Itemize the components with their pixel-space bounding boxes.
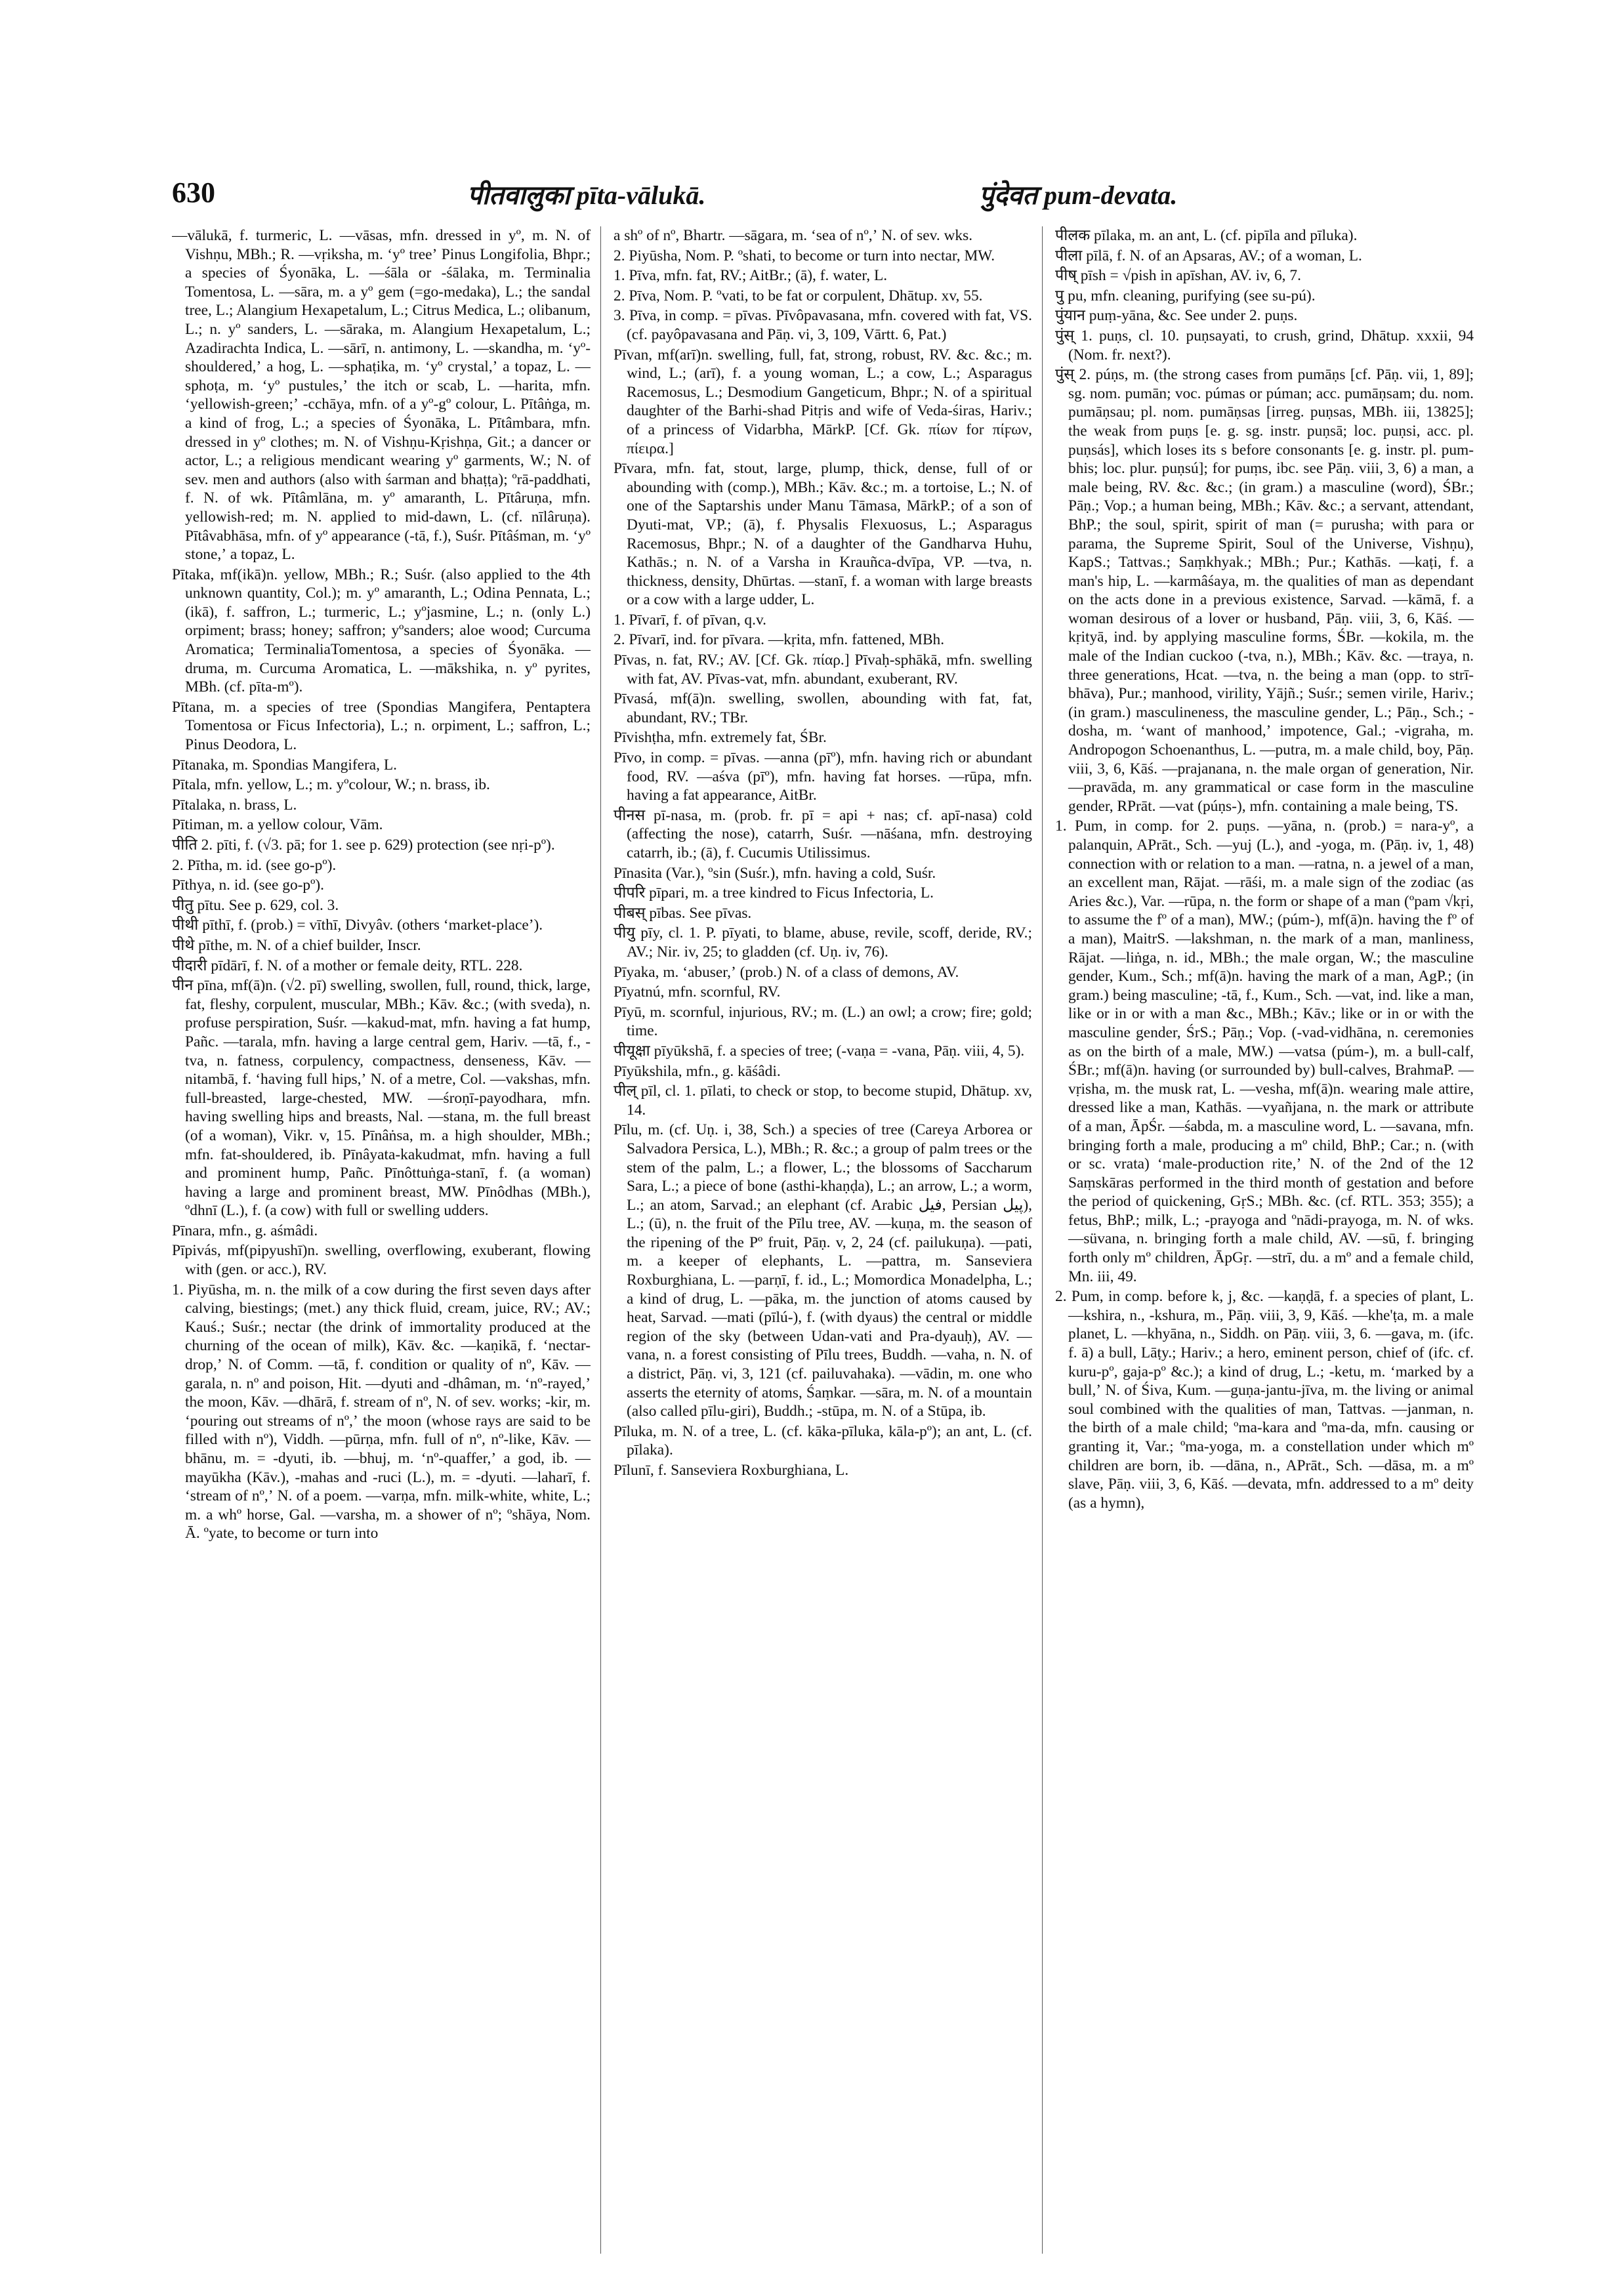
page-number: 630 <box>172 176 215 209</box>
dictionary-entry: 2. Pītha, m. id. (see go-pº). <box>172 856 337 874</box>
column-2 <box>614 226 1032 2254</box>
dictionary-entry: Pītiman, m. a yellow colour, Vām. <box>172 816 383 834</box>
dictionary-entry: Pīnasita (Var.), ºsin (Suśr.), mfn. having a cold, Suśr. <box>614 864 936 882</box>
dictionary-entry: पीति 2. pīti, f. (√3. pā; for 1. see p. 629) protection (see nṛi-pº). <box>172 837 555 854</box>
dictionary-entry: पीयूक्षा pīyūkshā, f. a species of tree; (-vaṇa = -vana, Pāṇ. viii, 4, 5). <box>614 1042 1025 1060</box>
dictionary-entry: Pītanaka, m. Spondias Mangifera, L. <box>172 756 397 774</box>
dictionary-entry: पीन pīna, mf(ā)n. (√2. pī) swelling, swollen, full, round, thick, large, fat, fleshy, corpulent, muscular, MBh.; Kāv. &c.; (with sveda), n. profuse perspiration, Suśr. —kakud-mat, mfn. having a fat hump, Pañc. —tarala, mfn. having a large central gem, Hariv. —tā, f., -tva, n. fatness, corpulency, compactness, denseness, Kāv. —nitambā, f. ʻhaving full hips,ʼ N. of a metre, Col. —vakshas, mfn. full-breasted, large-chested, MW. —śroṇī-payodhara, mfn. having swelling hips and breasts, Nal. —stana, m. the full breast (of a woman), Vikr. v, 15. Pīnâṅsa, m. a high shoulder, MBh.; mfn. fat-shouldered, ib. Pīnâyata-kakudmat, mfn. having a full and prominent hump, Pañc. Pīnôttuṅga-stanī, f. (a woman) having a large and prominent breast, MW. Pīnôdhas (MBh.), ºdhnī (L.), f. (a cow) with full or swelling udders. <box>172 977 591 1220</box>
dictionary-entry: 2. Piyūsha, Nom. P. ºshati, to become or turn into nectar, MW. <box>614 247 995 264</box>
dictionary-entry: पीष् pīsh = √pish in apīshan, AV. iv, 6, 7. <box>1055 267 1301 285</box>
dictionary-entry: 2. Pīva, Nom. P. ºvati, to be fat or corpulent, Dhātup. xv, 55. <box>614 287 983 304</box>
dictionary-entry: पीथे pīthe, m. N. of a chief builder, Inscr. <box>172 936 421 954</box>
dictionary-entry: पीथी pīthī, f. (prob.) = vīthī, Divyâv. (others ʻmarket-placeʼ). <box>172 917 543 934</box>
dictionary-entry: Pīyū, m. scornful, injurious, RV.; m. (L.) an owl; a crow; fire; gold; time. <box>614 1003 1032 1040</box>
dictionary-entry: Pīyatnú, mfn. scornful, RV. <box>614 983 781 1001</box>
dictionary-entry: 1. Pīvarī, f. of pīvan, q.v. <box>614 611 767 629</box>
dictionary-entry: पीलक pīlaka, m. an ant, L. (cf. pipīla and pīluka). <box>1055 227 1358 244</box>
dictionary-entry: पील् pīl, cl. 1. pīlati, to check or stop, to become stupid, Dhātup. xv, 14. <box>614 1083 1032 1119</box>
column-divider <box>600 226 601 2254</box>
dictionary-entry: 1. Pīva, mfn. fat, RV.; AitBr.; (ā), f. water, L. <box>614 267 888 285</box>
dictionary-entry: Pīvo, in comp. = pīvas. —anna (pīº), mfn. having rich or abundant food, RV. —aśva (pīº), mfn. having fat horses. —rūpa, mfn. having a fat appearance, AitBr. <box>614 749 1032 804</box>
dictionary-entry: पीयु pīy, cl. 1. P. pīyati, to blame, abuse, revile, scoff, deride, RV.; AV.; Nir. iv, 25; to gladden (cf. Uṇ. iv, 76). <box>614 924 1032 961</box>
dictionary-entry: पुंस् 1. puṇs, cl. 10. puṇsayati, to crush, grind, Dhātup. xxxii, 94 (Nom. fr. next?). <box>1055 327 1474 363</box>
right-running-head: पुंदेवत pum-devata. <box>979 180 1178 210</box>
column-3 <box>1055 226 1474 2254</box>
dictionary-entry: Pīlu, m. (cf. Uṇ. i, 38, Sch.) a species of tree (Careya Arborea or Salvadora Persica, L.), MBh.; R. &c.; a group of palm trees or the stem of the palm, L.; a flower, L.; the blossoms of Saccharum Sara, L.; a piece of bone (asthi-khaṇḍa), L.; an arrow, L.; a worm, L.; an atom, Sarvad.; an elephant (cf. Arabic فيل, Persian پيل), L.; (ū), n. the fruit of the Pīlu tree, AV. —kuṇa, m. the season of the ripening of the Pº fruit, Pāṇ. v, 2, 24 (cf. pailukuṇa). —pati, m. a keeper of elephants, L. —pattra, m. Sanseviera Roxburghiana, L. —parṇī, f. id., L.; Momordica Monadelpha, L.; a kind of drug, L. —pāka, m. the junction of atoms caused by heat, Sarvad. —mati (pīlú-), f. (with dyaus) the central or middle region of the sky (between Udan-vati and Pra-dyauḥ), AV. —vana, n. a forest consisting of Pīlu trees, Buddh. —vaha, n. N. of a district, Pāṇ. vi, 3, 121 (cf. pailuvahaka). —vādin, m. one who asserts the eternity of atoms, Śaṃkar. —sāra, m. N. of a mountain (also called pīlu-giri), Buddh.; -stūpa, m. N. of a Stūpa, ib. <box>614 1121 1032 1420</box>
dictionary-entry: Pīthya, n. id. (see go-pº). <box>172 877 325 894</box>
dictionary-entry: पुंयान puṃ-yāna, &c. See under 2. puṇs. <box>1055 307 1298 325</box>
left-running-head: पीतवालुका pīta-vālukā. <box>467 180 706 210</box>
dictionary-entry: —vālukā, f. turmeric, L. —vāsas, mfn. dressed in yº, m. N. of Vishṇu, MBh.; R. —vṛiksha, m. ʻyº treeʼ Pinus Longifolia, Bhpr.; a species of Śyonāka, L. —śāla or -śālaka, m. Terminalia Tomentosa, L. —sāra, m. a yº gem (=go-medaka), L.; the sandal tree, L.; Alangium Hexapetalum, L.; Citrus Medica, L.; olibanum, L.; n. yº sanders, L. —sāraka, m. Alangium Hexapetalum, L.; Azadirachta Indica, L. —sārī, n. antimony, L. —skandha, m. ʻyº-shouldered,ʼ a hog, L. —sphaṭika, m. ʻyº crystal,ʼ a topaz, L. —sphoṭa, m. ʻyº pustules,ʼ the itch or scab, L. —harita, mfn. ʻyellowish-green;ʼ -cchāya, mfn. of a yº-gº colour, L. Pītâṅga, m. a kind of frog, L.; a species of Śyonāka, L. Pītâmbara, mfn. dressed in yº clothes; m. N. of Vishṇu-Kṛishṇa, Git.; a dancer or actor, L.; a religious mendicant wearing yº garments, W.; N. of sev. men and authors (also with śarman and bhaṭṭa); ºrā-paddhati, f. N. of wk. Pītâmlāna, m. yº amaranth, L. Pītâruṇa, mfn. yellowish-red; m. N. applied to mid-dawn, L. (cf. nīlâruṇa). Pītâvabhāsa, mfn. of yº appearance (-tā, f.), Suśr. Pītâśman, m. ʻyº stone,ʼ a topaz, L. <box>172 227 591 564</box>
dictionary-entry: पुंस् 2. púṇs, m. (the strong cases from pumāṇs [cf. Pāṇ. vii, 1, 89]; sg. nom. pumān; voc. púmas or púman; acc. pumāṇsam; du. nom. pumāṇsau; pl. nom. pumāṇsas [irreg. puṇsas, MBh. iii, 13825]; the weak from puṇs [e. g. sg. instr. puṇsā; loc. puṇsi, acc. pl. puṇsás], which loses its s before consonants [e. g. instr. pl. pum-bhis; loc. plur. puṇsú]; for puṃs, ibc. see Pāṇ. viii, 3, 6) a man, a male being, RV. &c. &c.; (in gram.) a masculine (word), ŚBr.; Pāṇ.; Vop.; a human being, MBh.; Kāv. &c.; a servant, attendant, BhP.; the soul, spirit, spirit of man (= purusha; with para or parama, the Supreme Spirit, Soul of the Universe, Vishṇu), KapS.; Tattvas.; Saṃkhyak.; MBh.; Pur.; Kathās. —kaṭi, f. a man's hip, L. —karmâśaya, m. the qualities of man as dependant on the acts done in a previous existence, Sarvad. —kāmā, f. a woman desirous of a lover or husband, Pāṇ. viii, 3, 6, Kāś. —kṛityā, ind. by applying masculine forms, ŚBr. —kokila, m. the male of the Indian cuckoo (-tva, n.), MBh.; Kāv. &c. —traya, n. three generations, Hcat. —tva, n. the being a man (opp. to strī-bhāva), Pur.; manhood, virility, Yājñ.; Suśr.; semen virile, Hariv.; (in gram.) masculineness, the masculine gender, L.; Pāṇ., Sch.; -dosha, m. ʻwant of manhood,ʼ impotence, Gal.; -vigraha, m. Andropogon Schoenanthus, L. —putra, m. a male child, boy, Pāṇ. viii, 3, 6, Kāś. —prajanana, n. the male organ of generation, Nir. —pravāda, m. any grammatical or case form in the masculine gender, RPrāt. —vat (púṇs-), mfn. containing a male being, TS. <box>1055 366 1474 815</box>
dictionary-entry: Pītaka, mf(ikā)n. yellow, MBh.; R.; Suśr. (also applied to the 4th unknown quantity, Col.); m. yº amaranth, L.; Odina Pennata, L.; (ikā), f. saffron, L.; turmeric, L.; yºjasmine, L.; n. (only L.) orpiment; brass; honey; saffron; yºsanders; aloe wood; Curcuma Aromatica; TerminaliaTomentosa, a species of Śyonāka. —druma, m. Curcuma Aromatica, L. —mākshika, n. yº pyrites, MBh. (cf. pīta-mº). <box>172 566 591 696</box>
dictionary-entry: Pītana, m. a species of tree (Spondias Mangifera, Pentaptera Tomentosa or Ficus Infectoria), L.; n. orpiment, L.; saffron, L.; Pinus Deodora, L. <box>172 698 591 754</box>
dictionary-entry: 2. Pum, in comp. before k, j, &c. —kaṇḍā, f. a species of plant, L. —kshira, n., -kshura, m., Pāṇ. viii, 3, 9, Kāś. —khe'ṭa, m. a male planet, L. —khyāna, n., Siddh. on Pāṇ. viii, 3, 6. —gava, m. (ifc. f. ā) a bull, Lāṭy.; Hariv.; a hero, eminent person, chief of (ifc. cf. kuru-pº, gaja-pº &c.); a kind of drug, L.; -ketu, m. ʻmarked by a bull,ʼ N. of Śiva, Kum. —guṇa-jantu-jīva, m. the living or animal soul combined with the qualities of man, Tattvas. —janman, n. the birth of a male child; ºma-kara and ºma-da, mfn. causing or granting it, Var.; ºma-yoga, m. a constellation under which mº children are born, ib. —dāna, n., APrāt., Sch. —dāsa, m. a mº slave, Pāṇ. viii, 3, 6, Kāś. —devata, mfn. addressed to a mº deity (as a hymn), <box>1055 1288 1474 1512</box>
dictionary-entry: 1. Pum, in comp. for 2. puṇs. —yāna, n. (prob.) = nara-yº, a palanquin, APrāt., Sch. —yuj (L.), and -yoga, m. (Pāṇ. iv, 1, 48) connection with or relation to a man. —ratna, n. a jewel of a man, an excellent man, Rājat. —rāśi, m. a male sign of the zodiac (as Aries &c.), Var. —rūpa, n. the form or shape of a man (ºpam √kṛi, to assume the fº of a man), MW.; (púm-), mf(ā)n. having the fº of a man), MaitrS. —lakshman, n. the mark of a man, manliness, Rājat. —liṅga, n. id., MBh.; the male organ, W.; the masculine gender, Kum., Sch.; mf(ā)n. having the mark of a man, AgP.; (in gram.) being masculine; -tā, f., Kum., Sch. —vat, ind. like a man, like or in or with a man &c., MBh.; Kāv.; like or in or with the masculine gender, ŚrS.; Pāṇ.; Vop. (-vad-vidhāna, n. ceremonies as on the birth of a male, MW.) —vatsa (púm-), m. a bull-calf, ŚBr.; mf(ā)n. having (or surrounded by) bull-calves, BrahmaP. —vṛisha, m. the musk rat, L. —vesha, mf(ā)n. wearing male attire, dressed like a man, Kathās. —vyañjana, n. the mark or attribute of a man, ĀpŚr. —śabda, m. a masculine word, L. —savana, mfn. bringing forth a male, producing a mº child, BhP.; Car.; n. (with or sc. vrata) ʻmale-production rite,ʼ N. of the 2nd of the 12 Saṃskāras performed in the third month of gestation and before the period of quickening, GṛS.; MBh. &c. (cf. RTL. 353; 355); a fetus, BhP.; milk, L.; -prayoga and ºnādi-prayoga, m. N. of wks. —süvana, n. bringing forth a male child, AV. —sū, f. bringing forth only mº children, ĀpGṛ. —strī, du. a mº and a female child, Mn. iii, 49. <box>1055 817 1474 1285</box>
dictionary-entry: Pītala, mfn. yellow, L.; m. yºcolour, W.; n. brass, ib. <box>172 776 490 794</box>
dictionary-entry: 2. Pīvarī, ind. for pīvara. —kṛita, mfn. fattened, MBh. <box>614 631 945 649</box>
dictionary-entry: 3. Pīva, in comp. = pīvas. Pīvôpavasana, mfn. covered with fat, VS. (cf. payôpavasana and Pāṇ. vi, 3, 109, Vārtt. 6, Pat.) <box>614 307 1032 343</box>
dictionary-entry: पीबस् pības. See pīvas. <box>614 904 752 922</box>
dictionary-entry: Pīvasá, mf(ā)n. swelling, swollen, abounding with fat, fat, abundant, RV.; TBr. <box>614 690 1032 726</box>
dictionary-entry: Pīvan, mf(arī)n. swelling, full, fat, strong, robust, RV. &c. &c.; m. wind, L.; (arī), f. a young woman, L.; a cow, L.; Asparagus Racemosus, L.; Desmodium Gangeticum, Bhpr.; N. of a spiritual daughter of the Barhi-shad Pitṛis and wife of Veda-śiras, Hariv.; of a princess of Vidarbha, MārkP. [Cf. Gk. πίων for πίϝων, πίειρα.] <box>614 346 1032 457</box>
dictionary-entry: Pīvas, n. fat, RV.; AV. [Cf. Gk. πίαρ.] Pīvaḥ-sphākā, mfn. swelling with fat, AV. Pīvas-vat, mfn. abundant, exuberant, RV. <box>614 651 1032 688</box>
column-1 <box>172 226 591 2254</box>
dictionary-entry: Pīvara, mfn. fat, stout, large, plump, thick, dense, full of or abounding with (comp.), MBh.; Kāv. &c.; m. a tortoise, L.; N. of one of the Saptarshis under Manu Tāmasa, MārkP.; of a son of Dyuti-mat, VP.; (ā), f. Physalis Flexuosus, L.; Asparagus Racemosus, Bhpr.; N. of a daughter of the Gandharva Huhu, Kathās.; n. N. of a Varsha in Krauñca-dvīpa, VP. —tva, n. thickness, density, Dhūrtas. —stanī, f. a woman with large breasts or a cow with a large udder, L. <box>614 460 1032 609</box>
dictionary-entry: पीला pīlā, f. N. of an Apsaras, AV.; of a woman, L. <box>1055 247 1362 264</box>
dictionary-entry: पीनस pī-nasa, m. (prob. fr. pī = api + nas; cf. apī-nasa) cold (affecting the nose), catarrh, Suśr. —nāśana, mfn. destroying catarrh, ib.; (ā), f. Cucumis Utilissimus. <box>614 806 1032 861</box>
column-divider <box>1042 226 1043 2254</box>
dictionary-entry: पीतु pītu. See p. 629, col. 3. <box>172 896 339 914</box>
dictionary-entry: a shº of nº, Bhartr. —sāgara, m. ʻsea of nº,ʼ N. of sev. wks. <box>614 227 973 244</box>
dictionary-entry: Pīyaka, m. ʻabuser,ʼ (prob.) N. of a class of demons, AV. <box>614 963 959 981</box>
dictionary-entry: पु pu, mfn. cleaning, purifying (see su-pú). <box>1055 287 1316 304</box>
page-header <box>172 176 1497 215</box>
dictionary-entry: Pīyūkshila, mfn., g. kāśâdi. <box>614 1062 781 1080</box>
dictionary-entry: Pīnara, mfn., g. aśmâdi. <box>172 1222 318 1239</box>
dictionary-entry: पीपरि pīpari, m. a tree kindred to Ficus Infectoria, L. <box>614 884 934 902</box>
dictionary-entry: Pīpivás, mf(pipyushī)n. swelling, overflowing, exuberant, flowing with (gen. or acc.), RV. <box>172 1242 591 1279</box>
dictionary-entry: Pīluka, m. N. of a tree, L. (cf. kāka-pīluka, kāla-pº); an ant, L. (cf. pīlaka). <box>614 1422 1032 1459</box>
dictionary-entry: पीदारी pīdārī, f. N. of a mother or female deity, RTL. 228. <box>172 957 523 974</box>
dictionary-entry: Pīlunī, f. Sanseviera Roxburghiana, L. <box>614 1462 849 1479</box>
dictionary-entry: Pīvishṭha, mfn. extremely fat, ŚBr. <box>614 729 827 747</box>
dictionary-entry: Pītalaka, n. brass, L. <box>172 796 297 814</box>
dictionary-entry: 1. Piyūsha, m. n. the milk of a cow during the first seven days after calving, biestings; (met.) any thick fluid, cream, juice, RV.; AV.; Kauś.; Suśr.; nectar (the drink of immortality produced at the churning of the ocean of milk), Kāv. &c. —kaṇikā, f. ʻnectar-drop,ʼ N. of Comm. —tā, f. condition or quality of nº, Kāv. —garala, n. nº and poison, Hit. —dyuti and -dhâman, m. ʻnº-rayed,ʼ the moon, Kāv. —dhārā, f. stream of nº, N. of sev. works; -kir, m. ʻpouring out streams of nº,ʼ the moon (whose rays are said to be filled with nº), Viddh. —pūrṇa, mfn. full of nº, nº-like, Kāv. —bhānu, m. = -dyuti, ib. —bhuj, m. ʻnº-quaffer,ʼ a god, ib. —mayūkha (Kāv.), -mahas and -ruci (L.), m. = -dyuti. —laharī, f. ʻstream of nº,ʼ N. of a poem. —varṇa, mfn. milk-white, white, L.; m. a whº horse, Gal. —varsha, m. a shower of nº; ºshāya, Nom. Ā. ºyate, to become or turn into <box>172 1281 591 1542</box>
